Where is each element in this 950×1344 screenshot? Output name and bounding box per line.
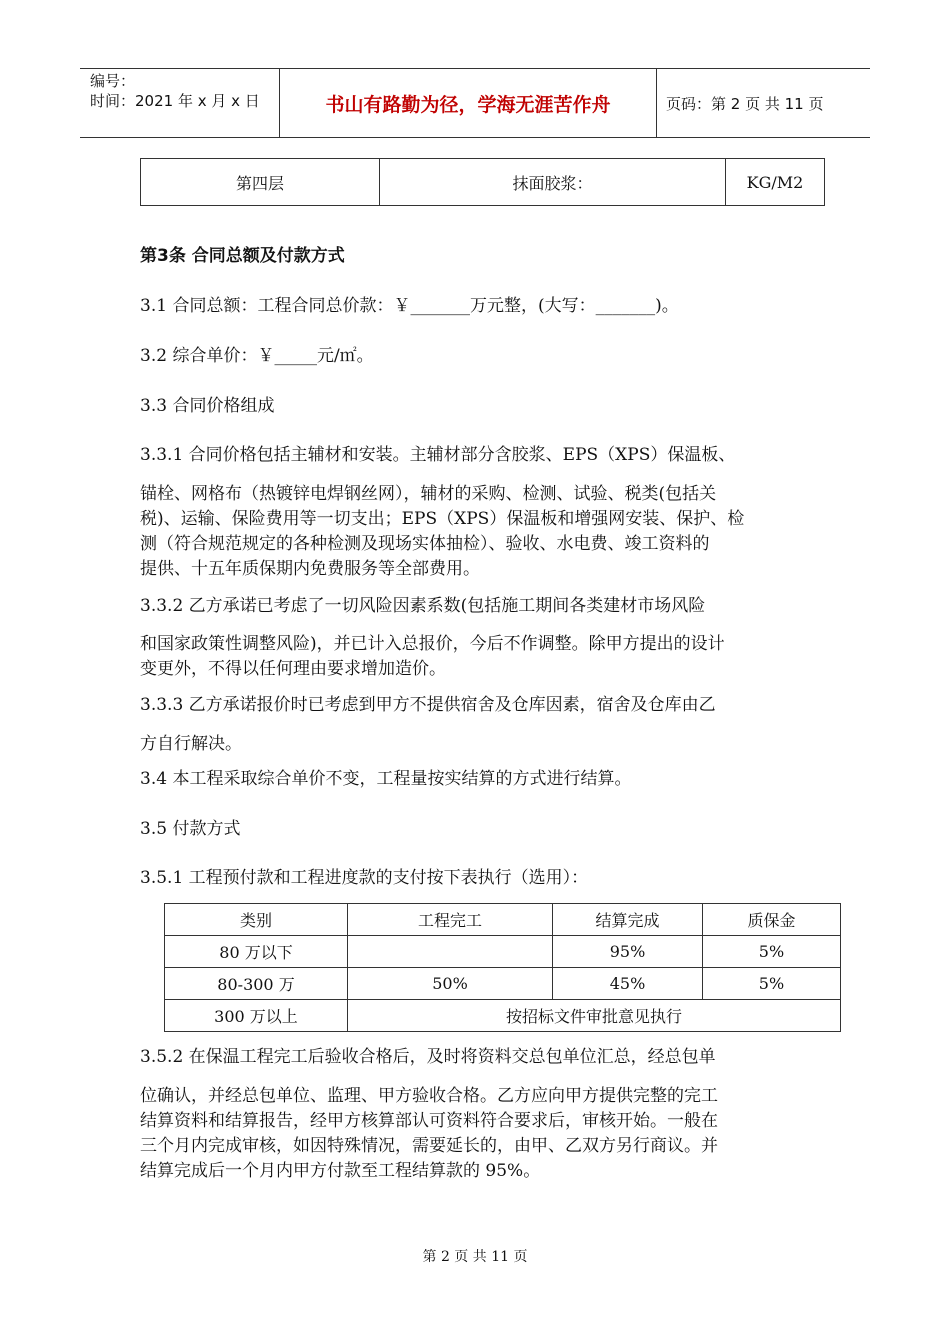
paragraph-3-5-2: 3.5.2 在保温工程完工后验收合格后，及时将资料交总包单位汇总，经总包单 [140,1047,716,1067]
page-footer: 第 2 页 共 11 页 [422,1249,528,1265]
column-header: 结算完成 [553,904,703,936]
table-cell: 80-300 万 [165,968,348,1000]
paragraph-3-5: 3.5 付款方式 [140,819,241,839]
paragraph-3-3-1: 3.3.1 合同价格包括主辅材和安装。主辅材部分含胶浆、EPS（XPS）保温板、 [140,445,736,465]
table-row [165,936,841,968]
section-title: 第3条 合同总额及付款方式 [140,246,345,266]
table-cell: 45% [553,968,703,1000]
table-cell: 5% [703,936,841,968]
payment-table [164,903,841,1032]
table-cell [348,936,553,968]
paragraph-3-3-3: 方自行解决。 [140,734,242,754]
table-cell: 第四层 [141,159,380,206]
table-cell: 5% [703,968,841,1000]
column-header: 质保金 [703,904,841,936]
table-row [165,1000,841,1032]
table-cell: 95% [553,936,703,968]
table-cell: 抹面胶浆： [380,159,726,206]
material-table [140,158,825,206]
paragraph-3-5-2: 三个月内完成审核，如因特殊情况，需要延长的，由甲、乙双方另行商议。并 [140,1136,718,1156]
paragraph-3-5-2: 结算完成后一个月内甲方付款至工程结算款的 95%。 [140,1161,541,1181]
column-header: 类别 [165,904,348,936]
paragraph-3-3-1: 锚栓、网格布（热镀锌电焊钢丝网），辅材的采购、检测、试验、税类(包括关 [140,484,717,504]
paragraph-3-3-2: 变更外，不得以任何理由要求增加造价。 [140,659,446,679]
column-header: 工程完工 [348,904,553,936]
table-cell: 300 万以上 [165,1000,348,1032]
header-page-info: 页码：第 2 页 共 11 页 [666,94,824,113]
paragraph-3-5-2: 结算资料和结算报告，经甲方核算部认可资料符合要求后，审核开始。一般在 [140,1111,718,1131]
page-header [80,68,870,138]
table-cell: 50% [348,968,553,1000]
paragraph-3-5-2: 位确认，并经总包单位、监理、甲方验收合格。乙方应向甲方提供完整的完工 [140,1086,718,1106]
paragraph-3-3-1: 测（符合规范规定的各种检测及现场实体抽检）、验收、水电费、竣工资料的 [140,534,710,554]
table-cell: 80 万以下 [165,936,348,968]
document-date: 时间：2021 年 x 月 x 日 [90,92,260,110]
table-cell: KG/M2 [726,159,825,206]
paragraph-3-5-1: 3.5.1 工程预付款和工程进度款的支付按下表执行（选用）： [140,868,589,888]
paragraph-3-3-1: 提供、十五年质保期内免费服务等全部费用。 [140,559,480,579]
paragraph-3-3-2: 3.3.2 乙方承诺已考虑了一切风险因素系数(包括施工期间各类建材市场风险 [140,596,706,616]
table-row [165,968,841,1000]
paragraph-3-3: 3.3 合同价格组成 [140,396,275,416]
header-meta [80,69,280,137]
document-number: 编号： [90,72,136,90]
table-cell: 按招标文件审批意见执行 [348,1000,841,1032]
paragraph-3-3-3: 3.3.3 乙方承诺报价时已考虑到甲方不提供宿舍及仓库因素，宿舍及仓库由乙 [140,695,716,715]
paragraph-3-3-2: 和国家政策性调整风险)，并已计入总报价，今后不作调整。除甲方提出的设计 [140,634,725,654]
paragraph-3-4: 3.4 本工程采取综合单价不变，工程量按实结算的方式进行结算。 [140,769,632,789]
header-motto: 书山有路勤为径，学海无涯苦作舟 [280,69,657,137]
paragraph-3-1: 3.1 合同总额：工程合同总价款：￥_______万元整，(大写：_______)。 [140,296,679,316]
table-header-row [165,904,841,936]
paragraph-3-3-1: 税)、运输、保险费用等一切支出；EPS（XPS）保温板和增强网安装、保护、检 [140,509,745,529]
paragraph-3-2: 3.2 综合单价：￥_____元/㎡。 [140,346,374,366]
table-row [141,159,825,206]
